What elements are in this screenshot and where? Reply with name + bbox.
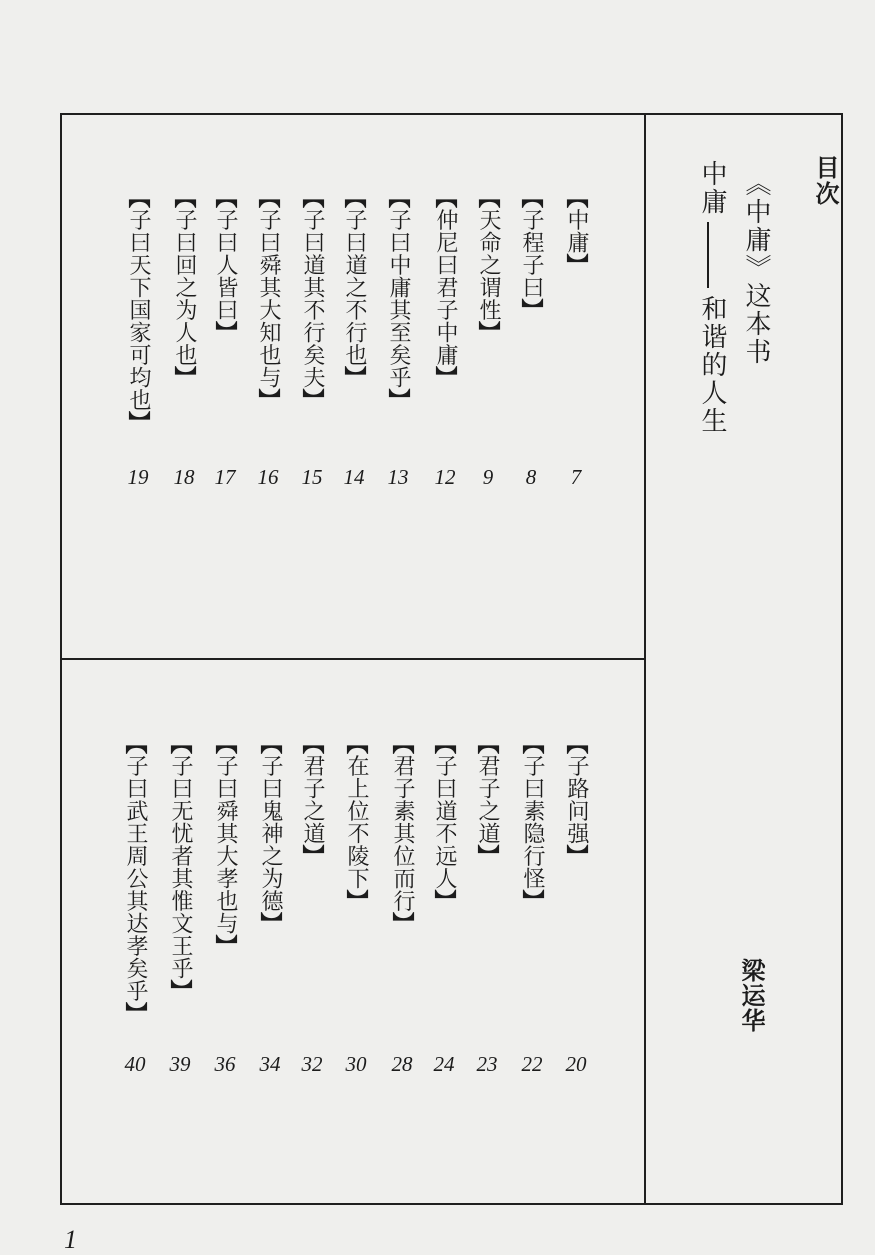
toc-entry[interactable]: [432, 732, 456, 912]
close-bracket: 】: [385, 388, 411, 411]
toc-title: 目次: [811, 155, 839, 207]
toc-entry[interactable]: [168, 732, 192, 1002]
toc-page-number[interactable]: 34: [259, 1052, 281, 1076]
close-bracket: 】: [171, 366, 197, 389]
toc-entry[interactable]: [433, 186, 457, 389]
subtitle-part2: 和谐的人生: [697, 295, 727, 435]
toc-entry[interactable]: [390, 732, 414, 935]
toc-entry-title: 君子之道: [475, 754, 500, 845]
close-bracket: 】: [257, 912, 283, 935]
close-bracket: 】: [432, 366, 458, 389]
open-bracket: 【: [432, 186, 458, 209]
toc-entry[interactable]: [213, 186, 237, 344]
toc-page-number[interactable]: 18: [173, 465, 195, 489]
open-bracket: 【: [212, 186, 238, 209]
open-bracket: 【: [125, 186, 151, 209]
toc-page-number[interactable]: 20: [565, 1052, 587, 1076]
toc-page-number[interactable]: 17: [214, 465, 236, 489]
toc-entry-title: 君子素其位而行: [390, 754, 415, 912]
close-bracket: 】: [299, 844, 325, 867]
toc-entry[interactable]: [475, 732, 499, 867]
toc-entry-title: 子曰素隐行怪: [520, 754, 545, 890]
toc-entry-title: 子曰回之为人也: [172, 208, 197, 366]
close-bracket: 】: [563, 253, 589, 276]
open-bracket: 【: [255, 186, 281, 209]
toc-page-number[interactable]: 16: [257, 465, 279, 489]
toc-entry[interactable]: [256, 186, 280, 411]
subtitle-dash: [707, 222, 709, 288]
open-bracket: 【: [563, 186, 589, 209]
preface-entry[interactable]: 《中庸》这本书: [741, 170, 771, 366]
open-bracket: 【: [341, 186, 367, 209]
toc-entry[interactable]: [342, 186, 366, 389]
toc-entry[interactable]: [564, 186, 588, 276]
toc-entry-title: 子曰舜其大知也与: [256, 208, 281, 389]
close-bracket: 】: [475, 321, 501, 344]
toc-page-number[interactable]: 12: [434, 465, 456, 489]
toc-entry-title: 子路问强: [564, 754, 589, 845]
toc-entry-title: 子曰中庸其至矣乎: [386, 208, 411, 389]
close-bracket: 】: [563, 844, 589, 867]
close-bracket: 】: [299, 388, 325, 411]
toc-entry[interactable]: [344, 732, 368, 912]
toc-entry-title: 子曰人皆曰: [213, 208, 238, 321]
toc-page-number[interactable]: 19: [127, 465, 149, 489]
open-bracket: 【: [431, 732, 457, 755]
toc-page-number[interactable]: 7: [570, 465, 582, 489]
toc-page-number[interactable]: 14: [343, 465, 365, 489]
close-bracket: 】: [212, 321, 238, 344]
toc-entry[interactable]: [520, 732, 544, 912]
close-bracket: 】: [212, 934, 238, 957]
close-bracket: 】: [255, 388, 281, 411]
open-bracket: 【: [257, 732, 283, 755]
toc-page-number[interactable]: 13: [387, 465, 409, 489]
open-bracket: 【: [299, 186, 325, 209]
toc-entry-title: 仲尼曰君子中庸: [433, 208, 458, 366]
close-bracket: 】: [474, 844, 500, 867]
toc-page-number[interactable]: 39: [169, 1052, 191, 1076]
toc-entry[interactable]: [126, 186, 150, 434]
toc-entry-title: 中庸: [564, 208, 589, 254]
close-bracket: 】: [518, 298, 544, 321]
toc-entry-title: 子曰无忧者其惟文王乎: [168, 754, 193, 980]
close-bracket: 】: [122, 1002, 148, 1025]
open-bracket: 【: [212, 732, 238, 755]
open-bracket: 【: [474, 732, 500, 755]
toc-entry[interactable]: [564, 732, 588, 867]
close-bracket: 】: [519, 889, 545, 912]
open-bracket: 【: [475, 186, 501, 209]
toc-entry-title: 子曰天下国家可均也: [126, 208, 151, 411]
toc-entry-title: 君子之道: [300, 754, 325, 845]
toc-page-number[interactable]: 8: [525, 465, 537, 489]
open-bracket: 【: [389, 732, 415, 755]
subtitle-part1: 中庸: [697, 160, 727, 216]
open-bracket: 【: [167, 732, 193, 755]
toc-entry[interactable]: [300, 186, 324, 411]
toc-page-number[interactable]: 32: [301, 1052, 323, 1076]
toc-entry[interactable]: [476, 186, 500, 344]
toc-entry-title: 子曰舜其大孝也与: [213, 754, 238, 935]
open-bracket: 【: [299, 732, 325, 755]
toc-entry-title: 子曰道之不行也: [342, 208, 367, 366]
toc-page-number[interactable]: 30: [345, 1052, 367, 1076]
toc-entry-title: 天命之谓性: [476, 208, 501, 321]
toc-entry-title: 子曰武王周公其达孝矣乎: [123, 754, 148, 1002]
toc-entry-title: 在上位不陵下: [344, 754, 369, 890]
open-bracket: 【: [122, 732, 148, 755]
open-bracket: 【: [518, 186, 544, 209]
toc-entry-title: 子曰鬼神之为德: [258, 754, 283, 912]
toc-page-number[interactable]: 22: [521, 1052, 543, 1076]
open-bracket: 【: [385, 186, 411, 209]
close-bracket: 】: [341, 366, 367, 389]
close-bracket: 】: [167, 979, 193, 1002]
toc-page-number[interactable]: 9: [482, 465, 494, 489]
open-bracket: 【: [563, 732, 589, 755]
toc-entry[interactable]: [519, 186, 543, 321]
open-bracket: 【: [343, 732, 369, 755]
toc-page-number[interactable]: 23: [476, 1052, 498, 1076]
open-bracket: 【: [519, 732, 545, 755]
toc-entry[interactable]: [258, 732, 282, 935]
toc-entry[interactable]: [172, 186, 196, 389]
toc-page-number[interactable]: 15: [301, 465, 323, 489]
section-divider: [60, 658, 646, 660]
toc-page-number[interactable]: 36: [214, 1052, 236, 1076]
toc-entry[interactable]: [386, 186, 410, 411]
close-bracket: 】: [343, 889, 369, 912]
toc-entry[interactable]: [213, 732, 237, 957]
toc-entry[interactable]: [123, 732, 147, 1025]
open-bracket: 【: [171, 186, 197, 209]
close-bracket: 】: [389, 912, 415, 935]
toc-entry-title: 子曰道其不行矣夫: [300, 208, 325, 389]
author-name: 梁运华: [737, 958, 765, 1033]
toc-entry-title: 子程子曰: [519, 208, 544, 299]
folio-number: 1: [64, 1225, 77, 1254]
toc-entry[interactable]: [300, 732, 324, 867]
toc-page-number[interactable]: 28: [391, 1052, 413, 1076]
close-bracket: 】: [431, 889, 457, 912]
toc-page-number[interactable]: 24: [433, 1052, 455, 1076]
close-bracket: 】: [125, 411, 151, 434]
toc-page-number[interactable]: 40: [124, 1052, 146, 1076]
toc-entry-title: 子曰道不远人: [432, 754, 457, 890]
